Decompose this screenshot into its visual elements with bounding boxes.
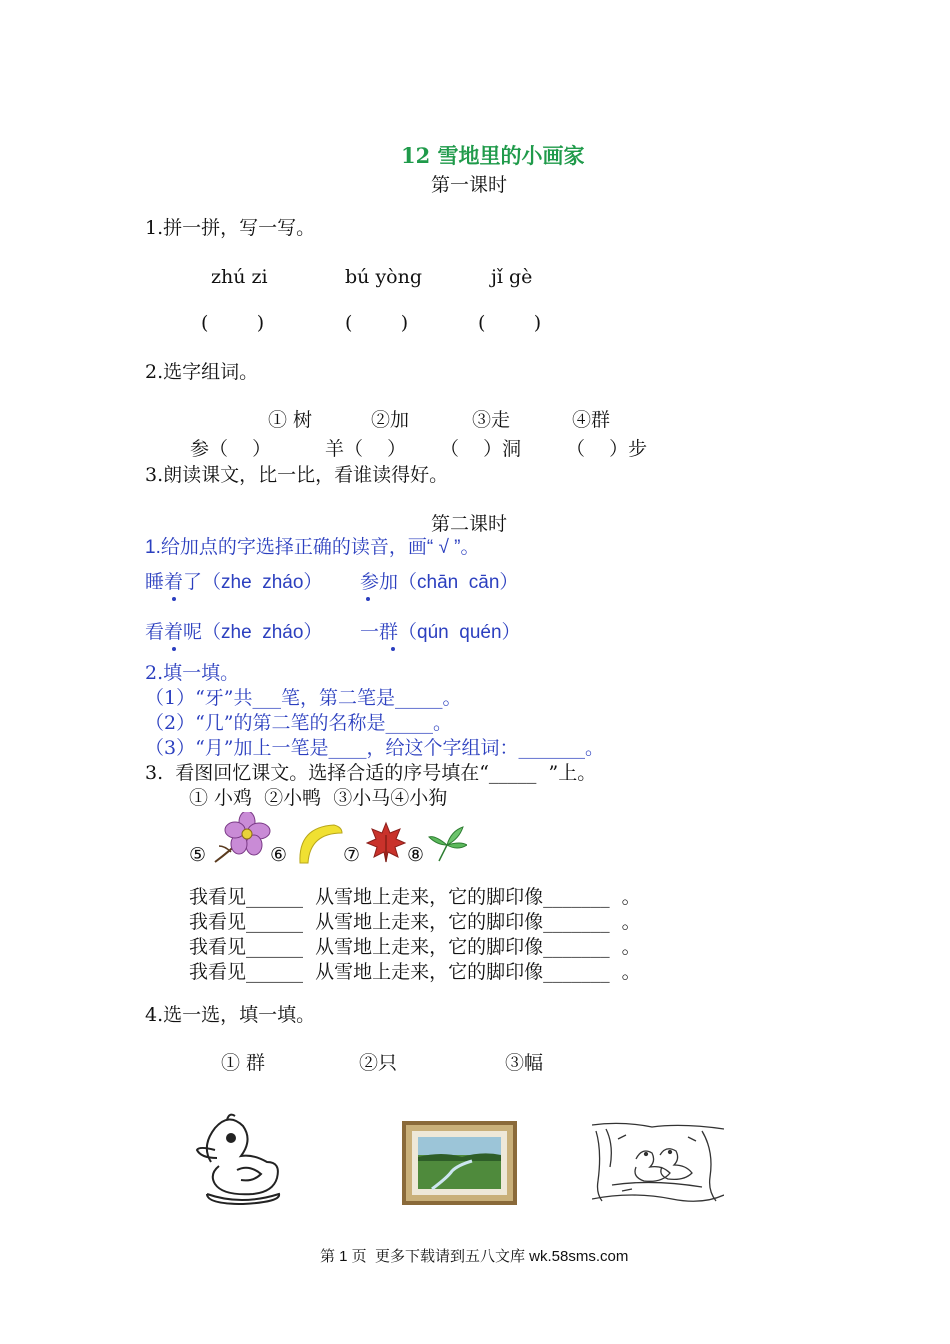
pic-number-6: ⑥ [270,844,288,866]
pinyin-1: zhú zi [211,266,268,288]
bamboo-leaf-icon [427,825,467,863]
l1-q1-prompt: 1.拼一拼，写一写。 [145,217,316,239]
l1-q2-prompt: 2.选字组词。 [145,361,259,383]
animal-options: ① 小鸡 ②小鸭 ③小马④小狗 [189,787,448,809]
l1-q3-prompt: 3.朗读课文，比一比，看谁读得好。 [145,464,449,486]
emphasis-dot [366,597,370,601]
page-footer: 第 1 页 更多下载请到五八文库 wk.58sms.com [320,1248,629,1265]
sentence-2: 我看见______ 从雪地上走来，它的脚印像_______ 。 [189,911,641,933]
page-title: 12 雪地里的小画家 [401,143,585,168]
plum-blossom-icon [213,812,271,864]
sentence-4: 我看见______ 从雪地上走来，它的脚印像_______ 。 [189,961,641,983]
pic-number-8: ⑧ [407,844,425,866]
lesson1-heading: 第一课时 [431,174,508,196]
measure-option-1: ① 群 [221,1052,266,1074]
answer-blank-1[interactable]: ( ) [201,312,265,334]
lesson2-heading: 第二课时 [431,513,508,535]
framed-landscape-painting [402,1121,517,1205]
fill-item-2: （2）“几”的第二笔的名称是_____。 [145,712,453,734]
pic-number-5: ⑤ [189,844,207,866]
answer-blank-3[interactable]: ( ) [478,312,542,334]
ducks-in-pond-picture [592,1121,724,1203]
l2-q1-prompt: 1.给加点的字选择正确的读音，画“ √ ”。 [145,537,480,558]
emphasis-dot [172,647,176,651]
word-item-3: （ ）洞 [440,438,522,460]
word-item-2: 羊（ ） [325,438,407,460]
reading-item-3: 看着呢（zhe zháo） [145,622,323,643]
sentence-1: 我看见______ 从雪地上走来，它的脚印像_______ 。 [189,886,641,908]
pinyin-2: bú yòng [345,266,423,288]
word-item-1: 参（ ） [190,438,272,460]
measure-option-2: ②只 [359,1052,398,1074]
option-2: ②加 [371,409,410,431]
word-item-4: （ ）步 [566,438,648,460]
answer-blank-2[interactable]: ( ) [345,312,409,334]
option-4: ④群 [572,409,611,431]
maple-leaf-icon [366,821,406,863]
option-1: ① 树 [268,409,313,431]
duckling-picture [193,1106,289,1206]
reading-item-2: 参加（chān cān） [360,572,519,593]
fill-item-3: （3）“月”加上一笔是____，给这个字组词：_______。 [145,737,605,759]
pic-number-7: ⑦ [343,844,361,866]
pinyin-3: jǐ gè [491,266,533,288]
l2-q2-prompt: 2.填一填。 [145,662,240,684]
sentence-3: 我看见______ 从雪地上走来，它的脚印像_______ 。 [189,936,641,958]
reading-item-4: 一群（qún quén） [360,622,521,643]
l2-q3-prompt: 3. 看图回忆课文。选择合适的序号填在“_____ ”上。 [145,762,597,784]
measure-option-3: ③幅 [505,1052,544,1074]
emphasis-dot [172,597,176,601]
l2-q4-prompt: 4.选一选，填一填。 [145,1004,316,1026]
fill-item-1: （1）“牙”共___笔，第二笔是_____。 [145,687,462,709]
crescent-moon-icon [296,821,344,865]
emphasis-dot [391,647,395,651]
reading-item-1: 睡着了（zhe zháo） [145,572,323,593]
option-3: ③走 [472,409,511,431]
